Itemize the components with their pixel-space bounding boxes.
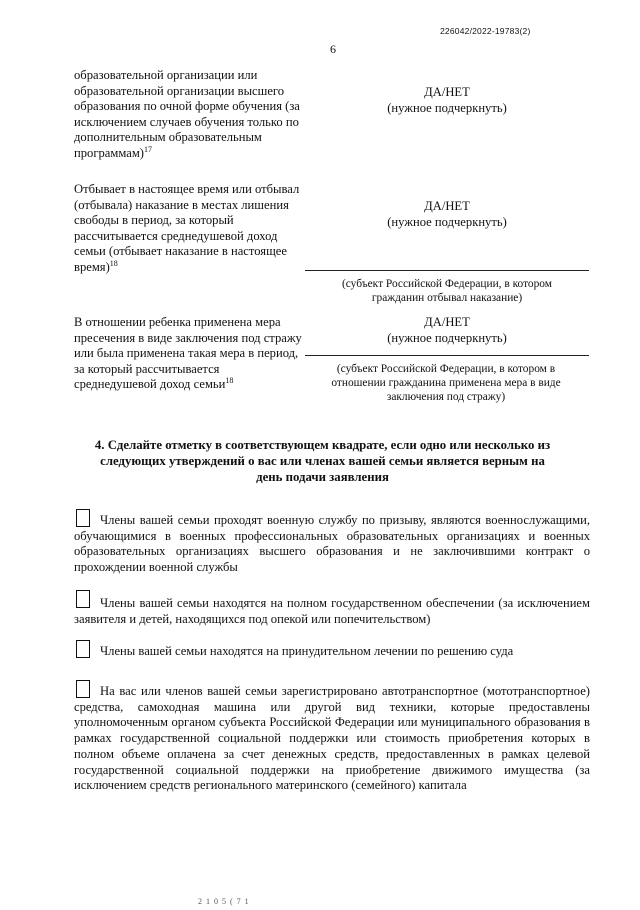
row-1-yes-no[interactable]: ДА/НЕТ (424, 85, 470, 99)
row-3-hint: (нужное подчеркнуть) (387, 330, 507, 345)
row-2-footnote: 18 (109, 258, 118, 268)
row-2-answer (305, 199, 589, 230)
item-vehicle-text: На вас или членов вашей семьи зарегистрировано автотранспортное (мототранспортное) средства, самоходная машина или другой вид техники, которые предоставлены уполномоченным органом субъекта Российской Федерации или муниципального образования в рамках государственной социальной поддержки или стоимость приобретения которых в полном объеме оплачена за счет денежных средств, предоставленных в рамках целевой государственной социальной поддержки на приобретение движимого имущества (за исключением средств регионального материнского (семейного) капитала (74, 684, 590, 793)
row-3-label (74, 315, 304, 393)
item-state-support-text: Члены вашей семьи находятся на полном государственном обеспечении (за исключением заявителя и детей, находящихся под опекой или попечительством) (74, 596, 590, 626)
row-3-answer (305, 315, 589, 346)
item-state-support (74, 596, 590, 627)
row-1-label-text: образовательной организации или образовательной организации высшего образования по очной форме обучения (за исключением случаев обучения только по дополнительным образовательным программам) (74, 68, 300, 160)
row-1-hint: (нужное подчеркнуть) (387, 100, 507, 115)
row-3-line-caption: (субъект Российской Федерации, в котором в отношении гражданина применена мера в виде заключения под стражу) (331, 363, 561, 403)
row-3-subject-line[interactable] (305, 355, 589, 356)
row-3-yes-no[interactable]: ДА/НЕТ (424, 315, 470, 329)
row-2-yes-no[interactable]: ДА/НЕТ (424, 199, 470, 213)
document-id: 226042/2022-19783(2) (440, 26, 531, 36)
row-1-label (74, 68, 304, 162)
row-3-label-text: В отношении ребенка применена мера пресечения в виде заключения под стражу или была применена такая мера в период, за который рассчитывается среднедушевой доход семьи (74, 315, 302, 392)
row-3-footnote: 18 (225, 376, 234, 386)
row-2-label-text: Отбывает в настоящее время или отбывал (отбывала) наказание в местах лишения свободы в период, за который рассчитывается среднедушевой доход семьи (отбывает наказание в настоящее время) (74, 182, 300, 274)
item-military-service (74, 513, 590, 576)
row-2-line-caption: (субъект Российской Федерации, в котором гражданин отбывал наказание) (341, 278, 552, 304)
item-compulsory-treatment (74, 644, 590, 660)
item-military-service-text: Члены вашей семьи проходят военную службу по призыву, являются военнослужащими, обучающимися в военных профессиональных образовательных организациях и военных образовательных организациях высшего образования и не заключившими контракт о прохождении военной службы (74, 513, 590, 575)
page-number: 6 (330, 42, 336, 56)
row-2-label (74, 182, 304, 276)
item-compulsory-treatment-text: Члены вашей семьи находятся на принудительном лечении по решению суда (100, 644, 514, 658)
row-2-subject-line[interactable] (305, 270, 589, 271)
item-vehicle (74, 684, 590, 794)
row-2-hint: (нужное подчеркнуть) (387, 214, 507, 229)
row-1-answer (305, 85, 589, 116)
footer-partial-text: 2 1 0 5 ( 7 1 (198, 897, 250, 906)
row-1-footnote: 17 (144, 144, 152, 154)
section-4-title: 4. Сделайте отметку в соответствующем квадрате, если одно или несколько из следующих утверждений о вас или членах вашей семьи является верным на день подачи заявления (94, 438, 551, 484)
